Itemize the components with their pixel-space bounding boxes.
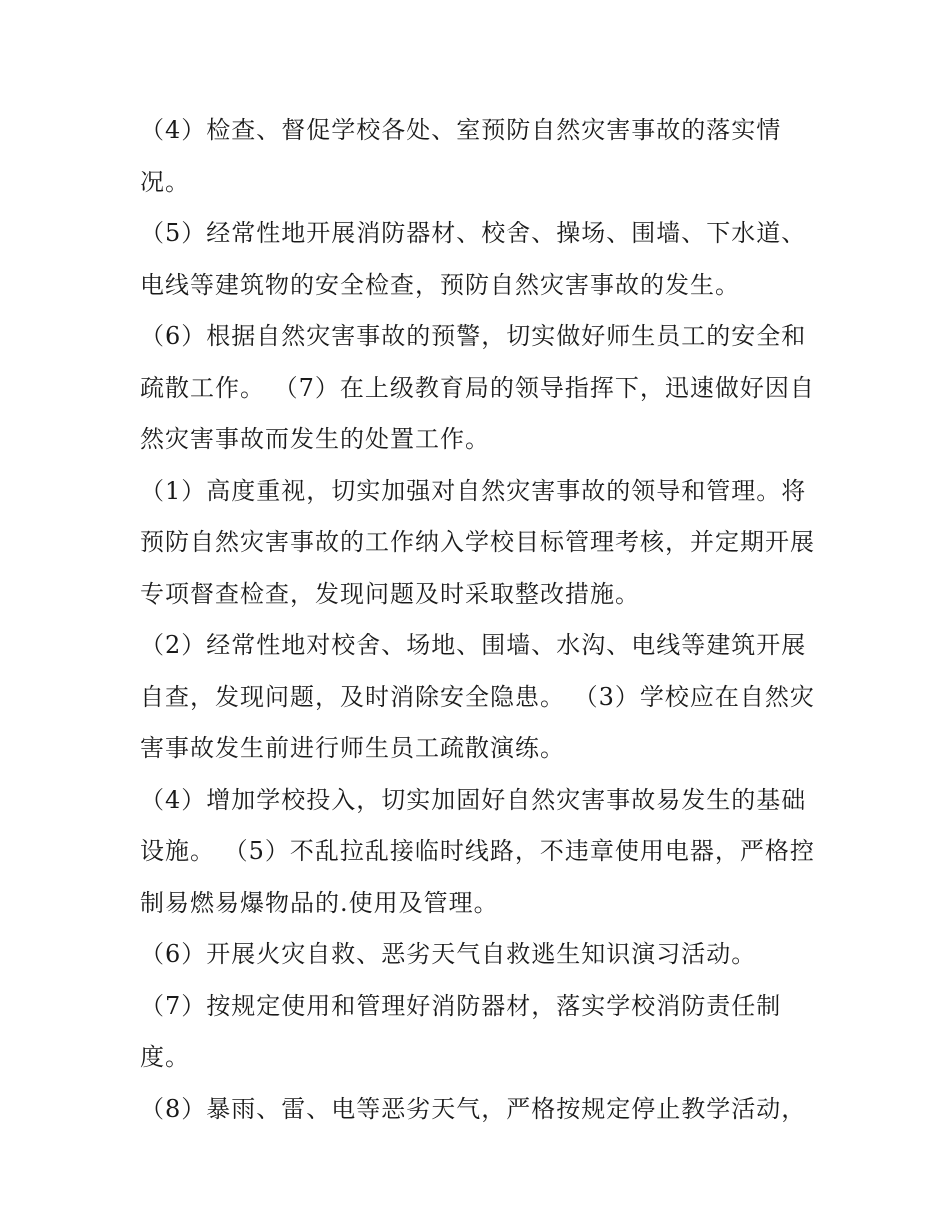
text-line: （6）开展火灾自救、恶劣天气自救逃生知识演习活动。 bbox=[140, 940, 757, 968]
document-body bbox=[140, 105, 820, 1135]
text-line: （6）根据自然灾害事故的预警，切实做好师生员工的安全和 bbox=[140, 322, 807, 350]
text-line: （7）按规定使用和管理好消防器材，落实学校消防责任制 bbox=[140, 991, 782, 1020]
text-line: （8）暴雨、雷、电等恶劣天气，严格按规定停止教学活动， bbox=[140, 1094, 807, 1123]
text-line: 度。 bbox=[140, 1043, 190, 1071]
text-line: 害事故发生前进行师生员工疏散演练。 bbox=[140, 734, 565, 762]
text-line: 然灾害事故而发生的处置工作。 bbox=[140, 425, 490, 453]
text-line: 专项督查检查，发现问题及时采取整改措施。 bbox=[140, 579, 640, 608]
text-line: 电线等建筑物的安全检查，预防自然灾害事故的发生。 bbox=[140, 270, 740, 299]
text-line: 自查，发现问题，及时消除安全隐患。 （3）学校应在自然灾 bbox=[140, 682, 815, 711]
text-line: （4）检查、督促学校各处、室预防自然灾害事故的落实情 bbox=[140, 116, 782, 144]
text-line: （2）经常性地对校舍、场地、围墙、水沟、电线等建筑开展 bbox=[140, 631, 807, 659]
text-line: 制易燃易爆物品的.使用及管理。 bbox=[140, 888, 499, 917]
text-line: 疏散工作。 （7）在上级教育局的领导指挥下，迅速做好因自 bbox=[140, 373, 815, 402]
text-line: 设施。 （5）不乱拉乱接临时线路，不违章使用电器，严格控 bbox=[140, 837, 815, 865]
text-line: （1）高度重视，切实加强对自然灾害事故的领导和管理。将 bbox=[140, 476, 807, 505]
text-line: （5）经常性地开展消防器材、校舍、操场、围墙、下水道、 bbox=[140, 219, 807, 247]
text-line: 预防自然灾害事故的工作纳入学校目标管理考核，并定期开展 bbox=[140, 528, 815, 556]
text-line: （4）增加学校投入，切实加固好自然灾害事故易发生的基础 bbox=[140, 785, 807, 814]
text-line: 况。 bbox=[140, 167, 190, 196]
